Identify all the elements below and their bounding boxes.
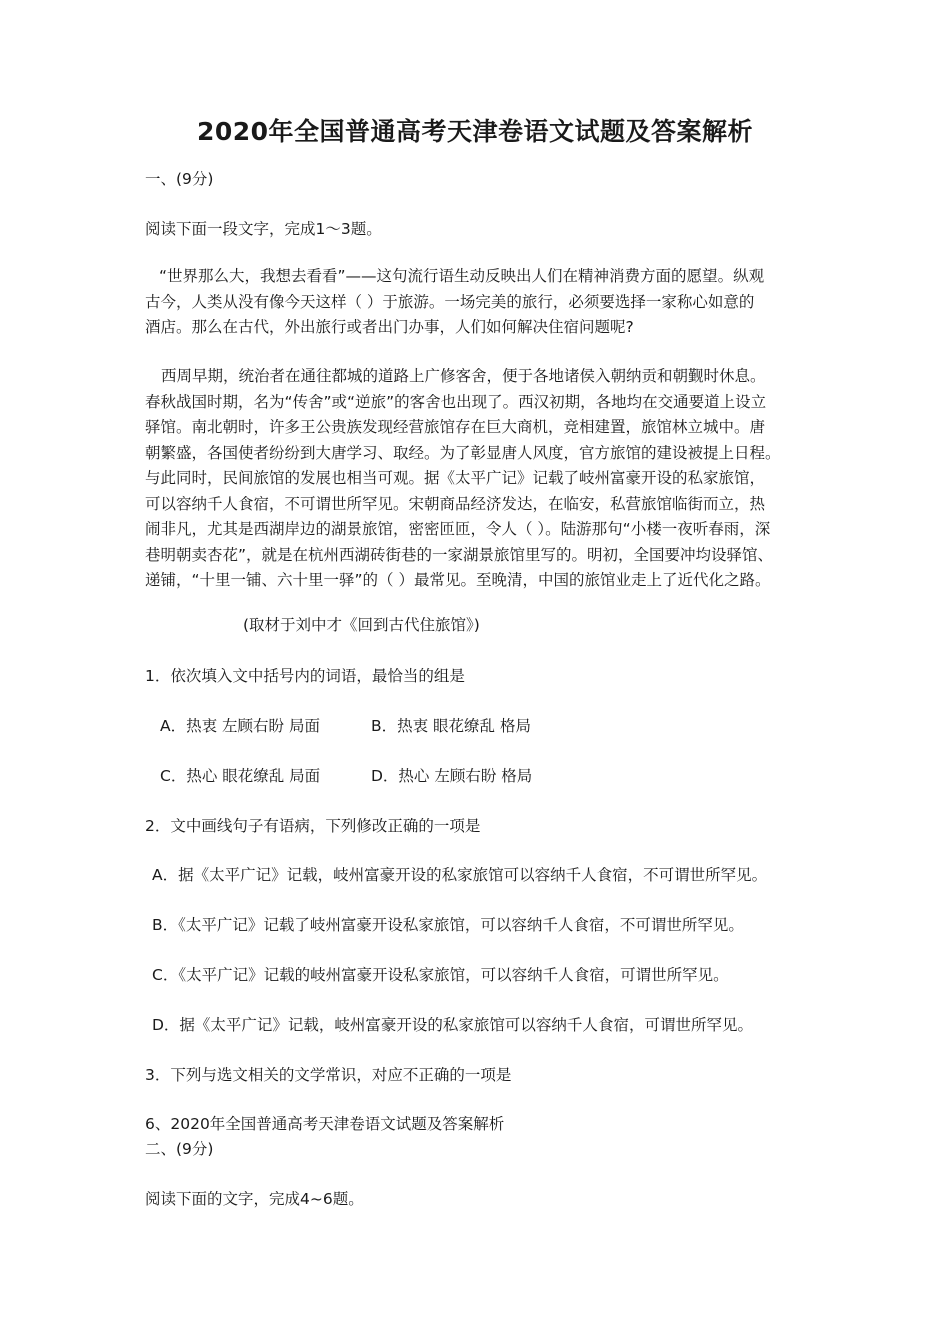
passage-line: 朝繁盛，各国使者纷纷到大唐学习、取经。为了彰显唐人风度，官方旅馆的建设被提上日程。 <box>145 443 781 462</box>
passage-line: 闹非凡，尤其是西湖岸边的湖景旅馆，密密匝匝，令人（ ）。陆游那句“小楼一夜听春雨，深 <box>145 520 771 538</box>
passage-line: 递铺，“十里一铺、六十里一驿”的（ ）最常见。至晚清，中国的旅馆业走上了近代化之路。 <box>145 571 771 589</box>
passage-paragraph-2 <box>145 364 810 594</box>
passage-line: 驿馆。南北朝时，许多王公贵族发现经营旅馆存在巨大商机，竞相建置，旅馆林立城中。唐 <box>145 418 766 436</box>
passage-line: 西周早期，统治者在通往都城的道路上广修客舍，便于各地诸侯入朝纳贡和朝觐时休息。 <box>161 367 766 385</box>
section-1-heading: 一、(9分) <box>145 170 214 188</box>
question-2-option-d: D．据《太平广记》记载，岐州富豪开设的私家旅馆可以容纳千人食宿，可谓世所罕见。 <box>152 1016 753 1034</box>
passage-line: “世界那么大，我想去看看”——这句流行语生动反映出人们在精神消费方面的愿望。纵观 <box>159 267 765 285</box>
passage-line: 酒店。那么在古代，外出旅行或者出门办事，人们如何解决住宿问题呢? <box>145 318 634 336</box>
question-1-option-c: C．热心 眼花缭乱 局面 <box>160 767 321 785</box>
question-2-option-a: A．据《太平广记》记载，岐州富豪开设的私家旅馆可以容纳千人食宿，不可谓世所罕见。 <box>152 866 768 884</box>
passage-line: 古今，人类从没有像今天这样（ ）于旅游。一场完美的旅行，必须要选择一家称心如意的 <box>145 292 755 311</box>
question-2-option-c: C．《太平广记》记载的岐州富豪开设私家旅馆，可以容纳千人食宿，可谓世所罕见。 <box>152 966 729 984</box>
question-1-stem: 1．依次填入文中括号内的词语，最恰当的组是 <box>145 667 465 685</box>
section-2-heading: 二、(9分) <box>145 1140 214 1158</box>
passage-line: 春秋战国时期，名为“传舍”或“逆旅”的客舍也出现了。西汉初期，各地均在交通要道上设立 <box>145 392 767 411</box>
document-title: 2020年全国普通高考天津卷语文试题及答案解析 <box>196 117 754 146</box>
question-1-option-d: D．热心 左顾右盼 格局 <box>371 767 533 785</box>
section-1-instruction: 阅读下面一段文字，完成1～3题。 <box>145 220 382 238</box>
passage-source: (取材于刘中才《回到古代住旅馆》) <box>243 616 480 634</box>
passage-paragraph-1 <box>145 264 810 341</box>
section-2-instruction: 阅读下面的文字，完成4~6题。 <box>145 1190 364 1208</box>
question-2-stem: 2．文中画线句子有语病，下列修改正确的一项是 <box>145 817 481 835</box>
passage-line: 巷明朝卖杏花”，就是在杭州西湖砖街巷的一家湖景旅馆里写的。明初，全国要冲均设驿馆、 <box>145 545 774 564</box>
passage-line: 与此同时，民间旅馆的发展也相当可观。据《太平广记》记载了岐州富豪开设的私家旅馆， <box>145 469 766 487</box>
document-running-line: 6、2020年全国普通高考天津卷语文试题及答案解析 <box>145 1115 505 1133</box>
question-2-option-b: B．《太平广记》记载了岐州富豪开设私家旅馆，可以容纳千人食宿，不可谓世所罕见。 <box>152 916 744 934</box>
question-3-stem: 3．下列与选文相关的文学常识，对应不正确的一项是 <box>145 1066 512 1084</box>
passage-line: 可以容纳千人食宿，不可谓世所罕见。宋朝商品经济发达，在临安，私营旅馆临街而立，热 <box>145 494 766 513</box>
question-1-option-a: A．热衷 左顾右盼 局面 <box>160 717 320 735</box>
question-1-option-b: B．热衷 眼花缭乱 格局 <box>371 717 531 735</box>
